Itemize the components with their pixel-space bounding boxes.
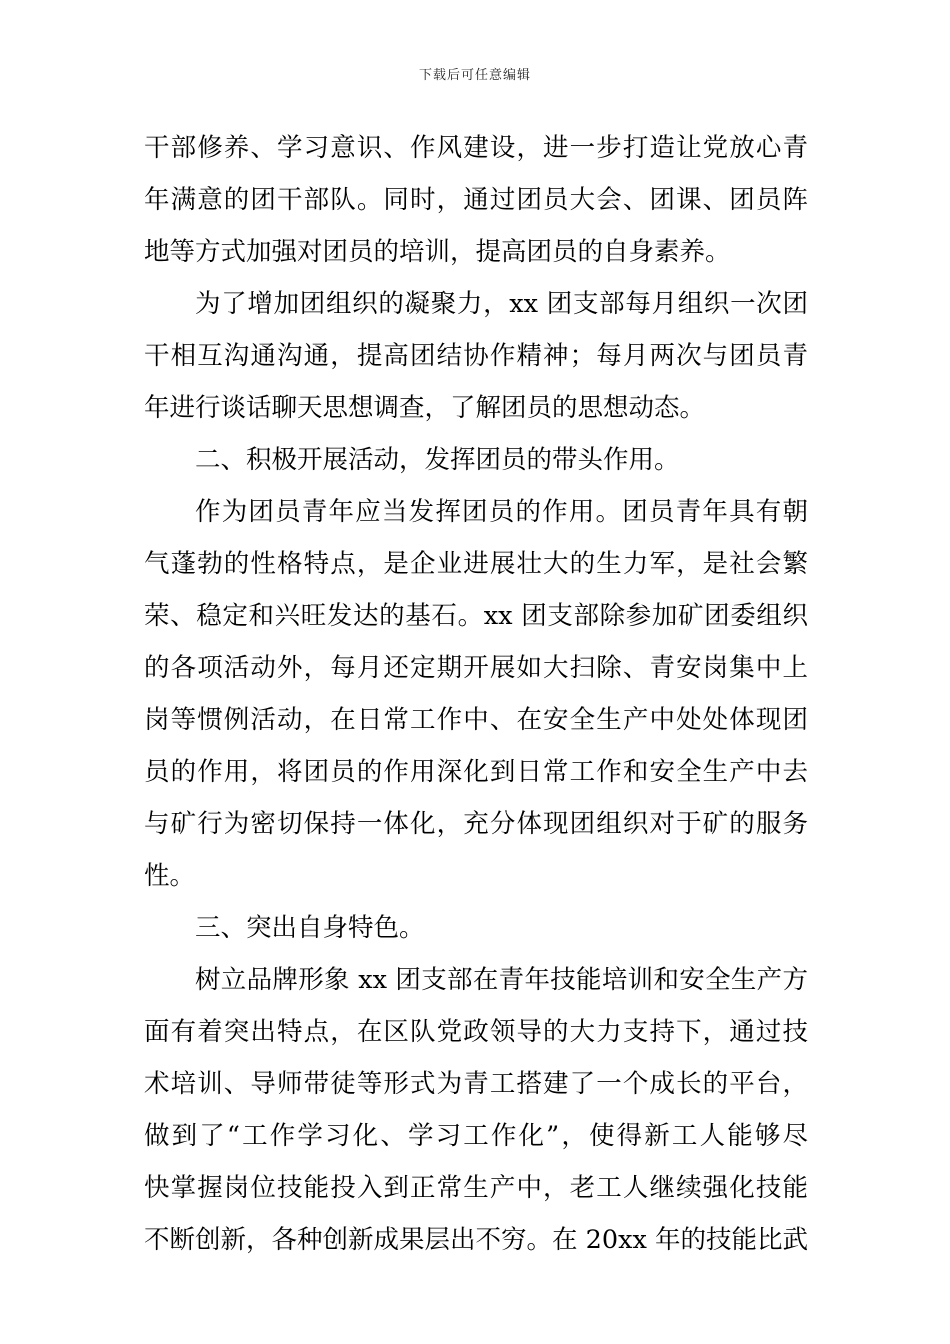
text-line: 快掌握岗位技能投入到正常生产中，老工人继续强化技能: [144, 1173, 808, 1203]
text-line: 气蓬勃的性格特点，是企业进展壮大的生力军，是社会繁: [144, 549, 808, 579]
text-line: 性。: [144, 861, 196, 891]
text-line: 三、突出自身特色。: [195, 913, 425, 943]
text-line: 二、积极开展活动，发挥团员的带头作用。: [195, 445, 680, 475]
text-line: 干部修养、学习意识、作风建设，进一步打造让党放心青: [144, 133, 808, 163]
text-line: 树立品牌形象 xx 团支部在青年技能培训和安全生产方: [195, 965, 808, 995]
text-line: 的各项活动外，每月还定期开展如大扫除、青安岗集中上: [144, 653, 808, 683]
text-line: 干相互沟通沟通，提高团结协作精神；每月两次与团员青: [144, 341, 808, 371]
text-line: 面有着突出特点，在区队党政领导的大力支持下，通过技: [144, 1017, 808, 1047]
text-line: 做到了“工作学习化、学习工作化”，使得新工人能够尽: [144, 1121, 808, 1151]
text-line: 岗等惯例活动，在日常工作中、在安全生产中处处体现团: [144, 705, 808, 735]
text-line: 与矿行为密切保持一体化，充分体现团组织对于矿的服务: [144, 809, 808, 839]
text-line: 为了增加团组织的凝聚力，xx 团支部每月组织一次团: [195, 289, 808, 319]
text-line: 员的作用，将团员的作用深化到日常工作和安全生产中去: [144, 757, 808, 787]
text-line: 术培训、导师带徒等形式为青工搭建了一个成长的平台，: [144, 1069, 808, 1099]
text-line: 地等方式加强对团员的培训，提高团员的自身素养。: [144, 237, 731, 267]
text-line: 荣、稳定和兴旺发达的基石。xx 团支部除参加矿团委组织: [144, 601, 808, 631]
document-body: [144, 122, 808, 1266]
text-line: 年进行谈话聊天思想调查，了解团员的思想动态。: [144, 393, 706, 423]
text-line: 作为团员青年应当发挥团员的作用。团员青年具有朝: [195, 497, 808, 527]
page-header: 下载后可任意编辑: [418, 68, 531, 83]
text-line: 不断创新，各种创新成果层出不穷。在 20xx 年的技能比武: [144, 1225, 808, 1255]
text-line: 年满意的团干部队。同时，通过团员大会、团课、团员阵: [144, 185, 808, 215]
